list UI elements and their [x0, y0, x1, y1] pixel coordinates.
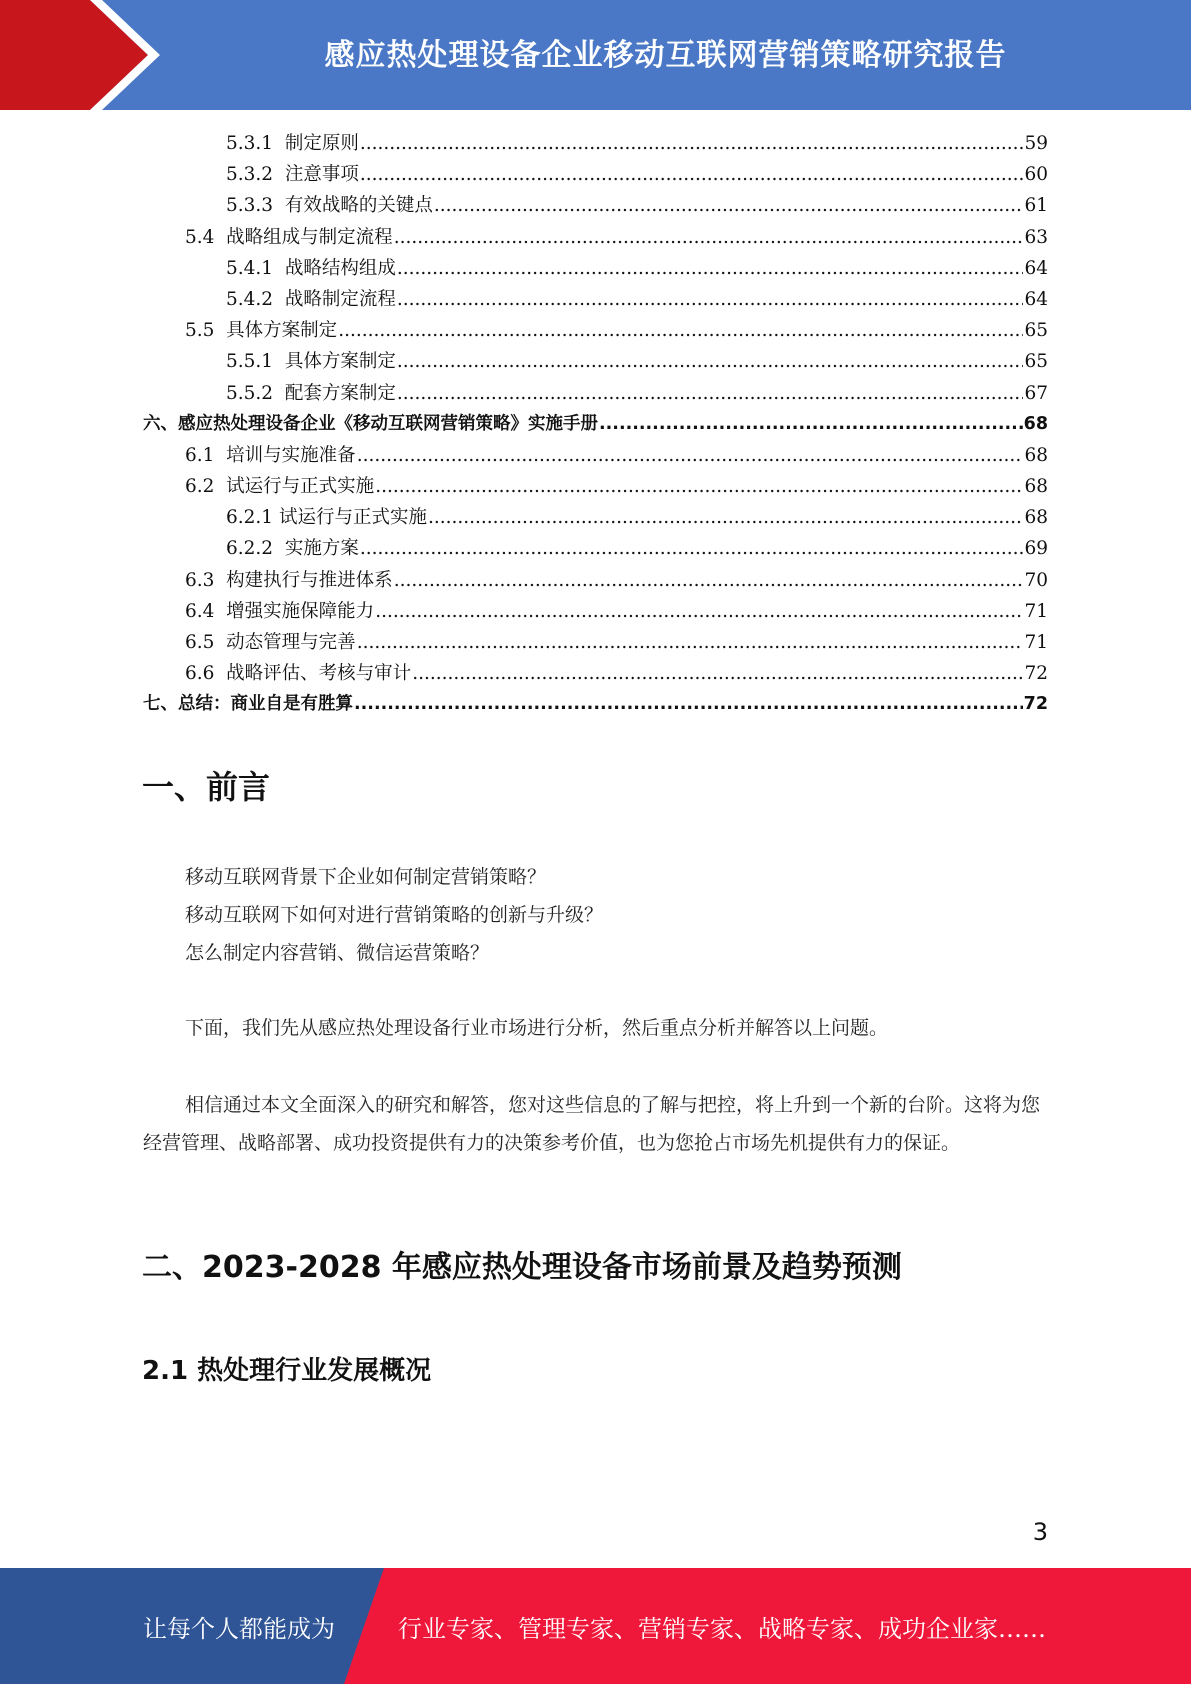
toc-entry-label: 六、感应热处理设备企业《移动互联网营销策略》实施手册 [143, 413, 598, 434]
toc-entry[interactable] [143, 627, 1048, 658]
toc-entry-label: 5.4.1 战略结构组成 [226, 257, 396, 279]
question-2: 移动互联网下如何对进行营销策略的创新与升级？ [185, 904, 604, 926]
toc-entry-label: 5.5 具体方案制定 [185, 320, 338, 342]
toc-leader-dots [360, 159, 1024, 190]
toc-leader-dots [338, 315, 1023, 346]
toc-entry-label: 6.3 构建执行与推进体系 [185, 569, 393, 591]
toc-entry[interactable] [143, 128, 1048, 159]
page-header [0, 0, 1191, 110]
toc-entry[interactable] [143, 222, 1048, 253]
conclusion-paragraph: 相信通过本文全面深入的研究和解答，您对这些信息的了解与把控，将上升到一个新的台阶。这将为您经营管理、战略部署、成功投资提供有力的决策参考价值，也为您抢占市场先机提供有力的保证。 [143, 1094, 1041, 1154]
toc-entry-page: 68 [1024, 507, 1048, 529]
toc-entry-page: 68 [1024, 476, 1048, 498]
toc-leader-dots [357, 627, 1024, 658]
toc-entry[interactable] [143, 565, 1048, 596]
toc-entry-label: 5.4.2 战略制定流程 [226, 288, 396, 310]
toc-entry[interactable] [143, 658, 1048, 689]
toc-entry-page: 64 [1024, 257, 1048, 279]
toc-entry[interactable] [143, 253, 1048, 284]
footer-slogan-right: 行业专家、管理专家、营销专家、战略专家、成功企业家…… [398, 1614, 1046, 1643]
toc-leader-dots [394, 565, 1024, 596]
section-heading-market: 二、2023-2028 年感应热处理设备市场前景及趋势预测 [142, 1250, 902, 1285]
toc-leader-dots [360, 533, 1024, 564]
toc-entry-label: 七、总结：商业自是有胜算 [143, 694, 353, 715]
toc-leader-dots [375, 471, 1023, 502]
toc-entry-page: 63 [1024, 226, 1048, 248]
toc-leader-dots [434, 190, 1024, 221]
toc-entry[interactable] [143, 502, 1048, 533]
toc-leader-dots [397, 346, 1024, 377]
toc-entry[interactable] [143, 284, 1048, 315]
toc-leader-dots [428, 502, 1023, 533]
toc-entry[interactable] [143, 471, 1048, 502]
toc-leader-dots [357, 440, 1024, 471]
table-of-contents [143, 128, 1048, 721]
toc-entry-label: 6.4 增强实施保障能力 [185, 600, 375, 622]
report-title: 感应热处理设备企业移动互联网营销策略研究报告 [324, 38, 1007, 73]
page-number: 3 [1032, 1518, 1048, 1546]
toc-entry[interactable] [143, 689, 1048, 720]
toc-entry-page: 65 [1024, 320, 1048, 342]
toc-entry-label: 5.3.1 制定原则 [226, 133, 359, 154]
toc-leader-dots [397, 284, 1024, 315]
toc-leader-dots [397, 378, 1024, 409]
intro-paragraph: 下面，我们先从感应热处理设备行业市场进行分析，然后重点分析并解答以上问题。 [185, 1017, 889, 1039]
toc-entry[interactable] [143, 378, 1048, 409]
toc-leader-dots [360, 128, 1024, 159]
footer-slogan-left: 让每个人都能成为 [143, 1614, 335, 1643]
toc-entry-label: 6.5 动态管理与完善 [185, 632, 356, 653]
section-heading-preface: 一、前言 [142, 768, 271, 806]
toc-leader-dots [394, 222, 1024, 253]
toc-entry-page: 71 [1024, 632, 1048, 653]
toc-entry-label: 6.2 试运行与正式实施 [185, 476, 375, 498]
question-1: 移动互联网背景下企业如何制定营销策略？ [185, 866, 547, 888]
toc-entry-page: 61 [1024, 195, 1048, 217]
toc-entry-page: 70 [1024, 569, 1048, 591]
toc-entry-page: 72 [1023, 694, 1048, 715]
toc-entry[interactable] [143, 315, 1048, 346]
toc-entry-label: 6.1 培训与实施准备 [185, 444, 356, 466]
toc-leader-dots [397, 253, 1024, 284]
toc-entry-page: 67 [1024, 382, 1048, 404]
toc-entry-page: 60 [1024, 164, 1048, 186]
toc-entry-label: 6.2.2 实施方案 [226, 538, 359, 560]
subsection-heading: 2.1 热处理行业发展概况 [142, 1356, 432, 1386]
toc-entry-page: 64 [1024, 288, 1048, 310]
toc-entry-label: 5.5.1 具体方案制定 [226, 351, 396, 373]
toc-entry-page: 71 [1024, 600, 1048, 622]
question-3: 怎么制定内容营销、微信运营策略？ [185, 942, 490, 964]
toc-entry[interactable] [143, 159, 1048, 190]
toc-entry[interactable] [143, 533, 1048, 564]
toc-entry[interactable] [143, 346, 1048, 377]
toc-entry-label: 5.5.2 配套方案制定 [226, 382, 396, 404]
toc-entry-label: 5.3.3 有效战略的关键点 [226, 195, 433, 217]
toc-entry-page: 72 [1024, 663, 1048, 685]
toc-entry-page: 59 [1024, 133, 1048, 154]
toc-entry[interactable] [143, 409, 1048, 440]
toc-entry-page: 65 [1024, 351, 1048, 373]
toc-entry-label: 6.2.1 试运行与正式实施 [226, 507, 427, 529]
toc-entry-page: 68 [1023, 413, 1048, 434]
toc-leader-dots [375, 596, 1023, 627]
toc-entry[interactable] [143, 596, 1048, 627]
toc-leader-dots [599, 409, 1023, 440]
toc-entry-label: 5.3.2 注意事项 [226, 164, 359, 186]
toc-entry[interactable] [143, 440, 1048, 471]
toc-entry-label: 6.6 战略评估、考核与审计 [185, 663, 412, 685]
toc-entry[interactable] [143, 190, 1048, 221]
toc-entry-page: 69 [1024, 538, 1048, 560]
toc-entry-label: 5.4 战略组成与制定流程 [185, 226, 393, 248]
toc-leader-dots [354, 689, 1023, 720]
toc-leader-dots [412, 658, 1023, 689]
toc-entry-page: 68 [1024, 444, 1048, 466]
page-footer [0, 1568, 1191, 1684]
